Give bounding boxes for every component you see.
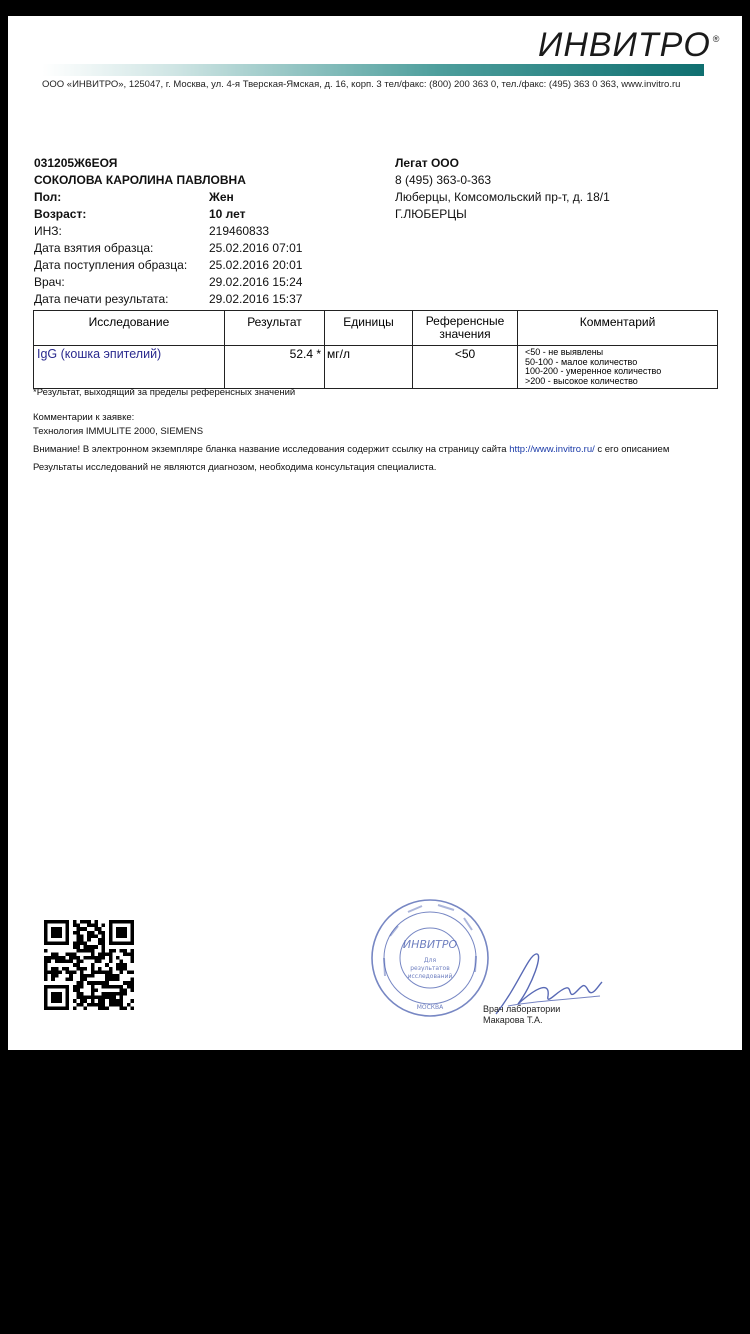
print-date-value: 29.02.2016 15:37 bbox=[209, 292, 303, 306]
clinic-phone: 8 (495) 363-0-363 bbox=[395, 173, 492, 187]
test-result: 52.4 * bbox=[225, 346, 325, 389]
brand-logo bbox=[538, 26, 721, 65]
sample-taken-label: Дата взятия образца: bbox=[34, 241, 154, 255]
out-of-range-footnote: *Результат, выходящий за пределы референсных значений bbox=[33, 387, 296, 398]
lab-result-document bbox=[8, 16, 742, 1050]
lab-stamp-seal bbox=[368, 896, 493, 1021]
inz-label: ИНЗ: bbox=[34, 224, 62, 238]
doctor-title: Врач лаборатории bbox=[483, 1004, 561, 1014]
order-id: 031205Ж6ЕОЯ bbox=[34, 156, 118, 170]
clinic-name: Легат ООО bbox=[395, 156, 459, 170]
sample-received-label: Дата поступления образца: bbox=[34, 258, 188, 272]
sex-value: Жен bbox=[209, 190, 234, 204]
brand-name: ИНВИТРО bbox=[538, 26, 711, 64]
header-reference-line1: Референсные bbox=[425, 314, 505, 328]
sex-label: Пол: bbox=[34, 190, 62, 204]
header-gradient-band bbox=[42, 64, 704, 76]
stamp-brand: ИНВИТРО bbox=[402, 938, 458, 951]
patient-name: СОКОЛОВА КАРОЛИНА ПАВЛОВНА bbox=[34, 173, 246, 187]
header-reference-line2: значения bbox=[439, 327, 491, 341]
test-reference: <50 bbox=[413, 346, 518, 389]
header-result: Результат bbox=[225, 311, 325, 346]
sample-taken-value: 25.02.2016 07:01 bbox=[209, 241, 303, 255]
technology-note: Технология IMMULITE 2000, SIEMENS bbox=[33, 426, 204, 437]
invitro-site-link[interactable]: http://www.invitro.ru/ bbox=[509, 444, 595, 455]
stamp-sub-2: результатов bbox=[410, 965, 450, 972]
test-comment bbox=[518, 346, 718, 389]
comment-line: 50-100 - малое количество bbox=[525, 356, 638, 367]
stamp-sub-3: исследований bbox=[407, 973, 453, 980]
test-name-link[interactable]: IgG (кошка эпителий) bbox=[34, 346, 225, 389]
header-comment: Комментарий bbox=[518, 311, 718, 346]
age-value: 10 лет bbox=[209, 207, 246, 221]
clinic-city: Г.ЛЮБЕРЦЫ bbox=[395, 207, 467, 221]
comment-line: <50 - не выявлены bbox=[525, 347, 604, 357]
table-row bbox=[34, 346, 718, 389]
comment-line: >200 - высокое количество bbox=[525, 375, 638, 386]
doctor-label: Врач: bbox=[34, 275, 65, 289]
comment-line: 100-200 - умеренное количество bbox=[525, 366, 662, 377]
age-label: Возраст: bbox=[34, 207, 87, 221]
sample-received-value: 25.02.2016 20:01 bbox=[209, 258, 303, 272]
disclaimer: Результаты исследований не являются диагнозом, необходима консультация специалиста. bbox=[33, 462, 437, 473]
clinic-address: Люберцы, Комсомольский пр-т, д. 18/1 bbox=[395, 190, 610, 204]
doctor-value: 29.02.2016 15:24 bbox=[209, 275, 303, 289]
order-comments-title: Комментарии к заявке: bbox=[33, 412, 135, 423]
stamp-sub-1: Для bbox=[423, 957, 437, 964]
results-table bbox=[33, 310, 718, 389]
header-units: Единицы bbox=[325, 311, 413, 346]
warning-text-before: Внимание! В электронном экземпляре бланка название исследования содержит ссылку на страницу сайта bbox=[33, 444, 510, 455]
warning-text-after: с его описанием bbox=[594, 444, 670, 455]
results-header-row bbox=[34, 311, 718, 346]
print-date-label: Дата печати результата: bbox=[34, 292, 169, 306]
doctor-name: Макарова Т.А. bbox=[483, 1015, 543, 1025]
header-test: Исследование bbox=[34, 311, 225, 346]
electronic-copy-warning bbox=[33, 444, 669, 455]
test-units: мг/л bbox=[325, 346, 413, 389]
qr-code bbox=[41, 920, 137, 1010]
stamp-city: МОСКВА bbox=[416, 1004, 444, 1011]
company-address: ООО «ИНВИТРО», 125047, г. Москва, ул. 4-я Тверская-Ямская, д. 16, корп. 3 тел/факс: (800) 200 363 0, тел./факс: (495) 363 0 363, www.invitro.ru bbox=[42, 79, 681, 90]
inz-value: 219460833 bbox=[209, 224, 270, 238]
brand-registered-mark: ® bbox=[712, 34, 721, 44]
header-reference bbox=[413, 311, 518, 346]
